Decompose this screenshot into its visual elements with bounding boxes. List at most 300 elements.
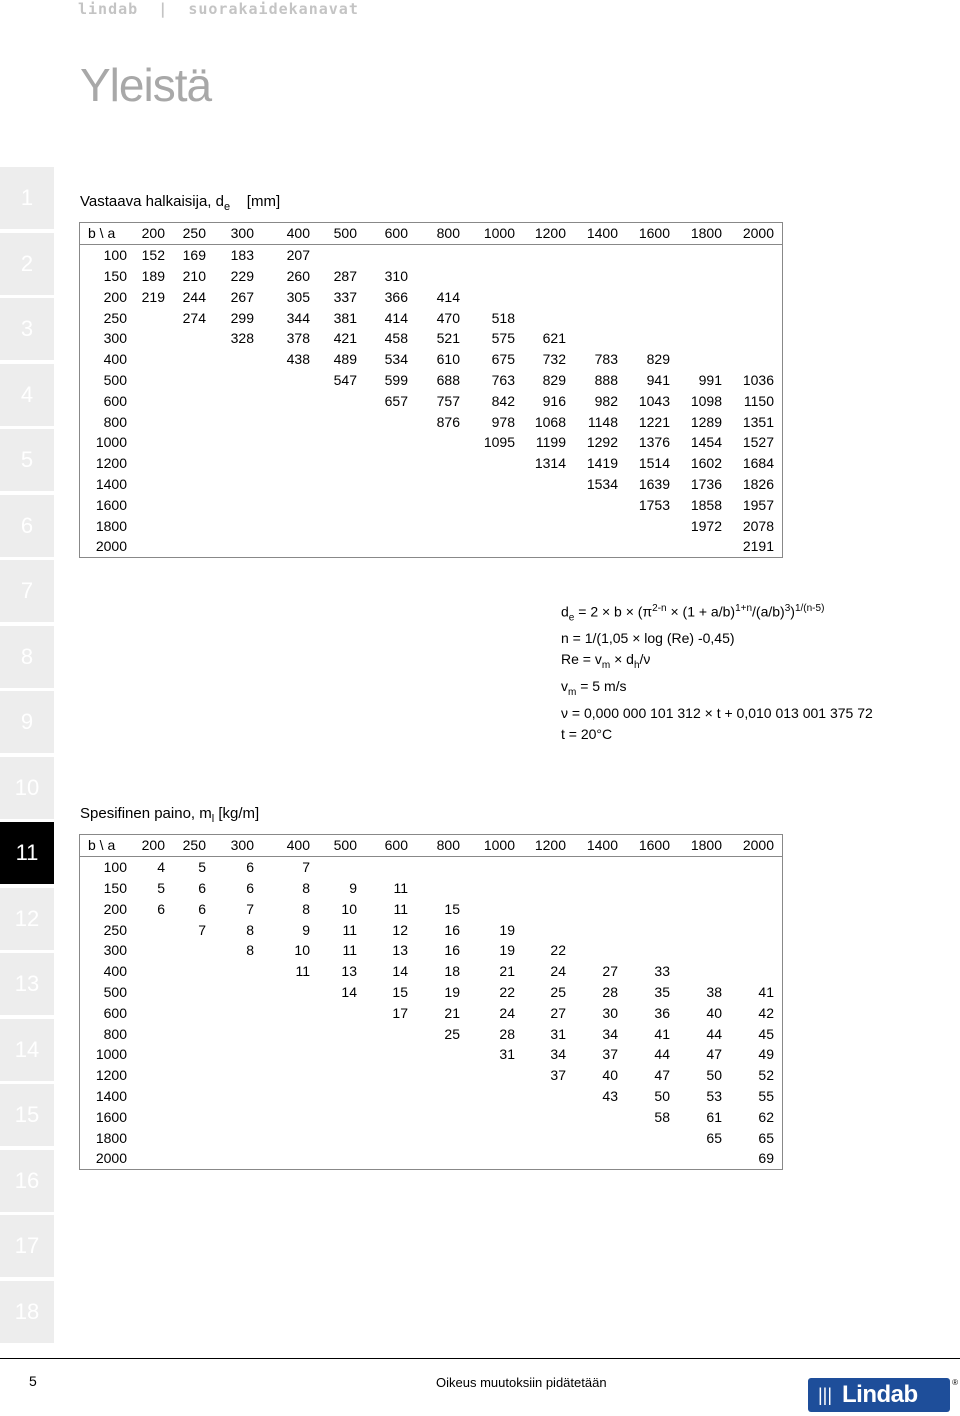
table-cell — [206, 1023, 254, 1044]
table-cell: 829 — [542, 371, 566, 388]
table-cell — [566, 515, 618, 536]
table-cell — [566, 898, 618, 919]
table-cell: 40 — [602, 1067, 618, 1084]
table-corner-label: b \ a — [80, 223, 128, 245]
table-cell — [310, 1148, 357, 1169]
table-cell — [515, 856, 566, 877]
table-cell: 21 — [499, 963, 515, 980]
table-cell — [165, 349, 206, 370]
table-cell — [460, 494, 515, 515]
row-header: 250 — [103, 921, 127, 938]
table-cell: 189 — [141, 267, 165, 284]
table-cell — [206, 390, 254, 411]
table-cell: 52 — [758, 1067, 774, 1084]
table-cell: 1753 — [638, 496, 670, 513]
page-title: Yleistä — [80, 59, 212, 111]
table-cell: 55 — [758, 1087, 774, 1104]
table-cell: 37 — [550, 1067, 566, 1084]
table-cell: 12 — [392, 921, 408, 938]
row-header: 1400 — [95, 475, 127, 492]
row-header: 1200 — [95, 1067, 127, 1084]
table-cell — [206, 1148, 254, 1169]
table-cell: 31 — [550, 1025, 566, 1042]
table-cell — [515, 307, 566, 328]
table-cell: 783 — [594, 351, 618, 368]
table-cell — [357, 515, 408, 536]
table-cell — [408, 432, 460, 453]
table-padding — [774, 1127, 783, 1148]
table-cell — [127, 1148, 165, 1169]
chapter-tab-3[interactable]: 3 — [0, 298, 54, 360]
table-cell: 534 — [384, 351, 408, 368]
table-cell: 38 — [706, 983, 722, 1000]
table-cell — [254, 515, 310, 536]
table-cell — [566, 266, 618, 287]
table-row — [80, 1002, 783, 1023]
table-padding — [774, 835, 783, 857]
table-cell — [460, 878, 515, 899]
column-header: 1600 — [618, 835, 670, 857]
table-cell — [254, 390, 310, 411]
table-cell — [254, 1065, 310, 1086]
table-row — [80, 515, 783, 536]
table-cell: 8 — [302, 900, 310, 917]
table-cell: 575 — [491, 330, 515, 347]
row-header: 300 — [103, 330, 127, 347]
table-cell — [408, 244, 460, 265]
table-cell — [722, 856, 774, 877]
table-cell: 1736 — [690, 475, 722, 492]
table-cell: 978 — [491, 413, 515, 430]
table-cell — [357, 1106, 408, 1127]
table-cell — [206, 411, 254, 432]
column-header: 1400 — [566, 835, 618, 857]
chapter-tab-10[interactable]: 10 — [0, 757, 54, 819]
table-cell — [515, 474, 566, 495]
table-cell: 1292 — [586, 434, 618, 451]
table-cell — [460, 1127, 515, 1148]
table-cell: 599 — [384, 371, 408, 388]
table-cell — [165, 432, 206, 453]
table-cell — [408, 474, 460, 495]
logo-registered-mark: ® — [952, 1378, 958, 1387]
table-cell — [254, 370, 310, 391]
table-cell: 11 — [393, 879, 408, 896]
table-cell — [254, 432, 310, 453]
table-cell: 11 — [342, 942, 357, 959]
table-cell — [310, 474, 357, 495]
chapter-tabs — [0, 167, 54, 1346]
table-padding — [774, 919, 783, 940]
table-cell: 22 — [550, 942, 566, 959]
formula-n: n = 1/(1,05 × log (Re) -0,45) — [561, 630, 735, 647]
row-header: 600 — [103, 1004, 127, 1021]
table-cell — [515, 878, 566, 899]
chapter-tab-1[interactable]: 1 — [0, 167, 54, 229]
table-cell — [357, 536, 408, 557]
table-cell — [310, 1044, 357, 1065]
chapter-tab-12[interactable]: 12 — [0, 888, 54, 950]
chapter-tab-13[interactable]: 13 — [0, 953, 54, 1015]
table-cell — [460, 474, 515, 495]
table-row — [80, 390, 783, 411]
table2-title: Spesifinen paino, $m_l$ [kg/m] — [80, 805, 260, 825]
table-cell — [670, 286, 722, 307]
table-cell — [165, 1127, 206, 1148]
row-header: 1800 — [95, 517, 127, 534]
table-cell: 378 — [286, 330, 310, 347]
table-cell — [254, 474, 310, 495]
table-cell: 152 — [141, 247, 165, 264]
table-cell: 1351 — [742, 413, 774, 430]
table-cell: 1858 — [690, 496, 722, 513]
table-padding — [774, 370, 783, 391]
lindab-logo — [808, 1378, 958, 1412]
header-section: suorakaidekanavat — [188, 0, 359, 18]
table-cell — [618, 1148, 670, 1169]
column-header: 250 — [165, 223, 206, 245]
table-cell: 1150 — [743, 392, 774, 409]
row-header: 2000 — [95, 538, 127, 555]
table-padding — [774, 1065, 783, 1086]
table-padding — [774, 432, 783, 453]
table-cell — [722, 898, 774, 919]
table-cell — [618, 266, 670, 287]
table-cell — [515, 286, 566, 307]
chapter-tab-16[interactable]: 16 — [0, 1150, 54, 1212]
table-cell: 13 — [341, 963, 357, 980]
table1-title: Vastaava halkaisija, $d_e$ [mm] — [80, 193, 281, 213]
table-cell — [165, 474, 206, 495]
table-cell — [408, 1044, 460, 1065]
table-padding — [774, 1002, 783, 1023]
table-cell: 50 — [654, 1087, 670, 1104]
table-cell — [165, 494, 206, 515]
table-cell — [310, 1065, 357, 1086]
chapter-tab-6[interactable]: 6 — [0, 495, 54, 557]
table-padding — [774, 390, 783, 411]
table-cell: 310 — [384, 267, 408, 284]
table-cell — [460, 536, 515, 557]
table-cell — [515, 919, 566, 940]
table-row — [80, 961, 783, 982]
table-cell — [206, 1044, 254, 1065]
table-cell: 28 — [499, 1025, 515, 1042]
table-cell: 299 — [230, 309, 254, 326]
table-cell — [310, 1002, 357, 1023]
table-cell — [127, 536, 165, 557]
table-cell — [310, 432, 357, 453]
diameter-table — [79, 222, 783, 558]
table-cell: 1314 — [534, 455, 566, 472]
table-cell — [618, 898, 670, 919]
table-cell — [408, 1148, 460, 1169]
table-padding — [774, 1023, 783, 1044]
column-header: 600 — [357, 835, 408, 857]
table-cell — [310, 494, 357, 515]
table-cell — [408, 266, 460, 287]
row-header: 1200 — [95, 455, 127, 472]
table-cell — [618, 307, 670, 328]
table-cell — [515, 1086, 566, 1107]
table-cell — [460, 898, 515, 919]
column-header: 1200 — [515, 835, 566, 857]
table-cell: 675 — [491, 351, 515, 368]
chapter-tab-17[interactable]: 17 — [0, 1215, 54, 1277]
table-cell: 305 — [286, 288, 310, 305]
chapter-tab-7[interactable]: 7 — [0, 560, 54, 622]
table-cell — [127, 370, 165, 391]
table-cell: 9 — [302, 921, 310, 938]
table-cell: 1454 — [690, 434, 722, 451]
table-cell: 47 — [654, 1067, 670, 1084]
table-cell: 1068 — [534, 413, 566, 430]
table-row — [80, 878, 783, 899]
table-row — [80, 1065, 783, 1086]
row-header: 150 — [103, 267, 127, 284]
table-cell: 22 — [499, 983, 515, 1000]
table-cell: 10 — [341, 900, 357, 917]
table-cell — [566, 1106, 618, 1127]
table-cell: 21 — [444, 1004, 460, 1021]
table-cell: 489 — [333, 351, 357, 368]
table-cell: 207 — [286, 247, 310, 264]
column-header: 200 — [127, 223, 165, 245]
table-cell: 1684 — [742, 455, 774, 472]
table-cell — [310, 1106, 357, 1127]
table-cell: 470 — [436, 309, 460, 326]
page-number: 5 — [29, 1373, 37, 1389]
column-header: 400 — [254, 835, 310, 857]
table-cell: 547 — [333, 371, 357, 388]
row-header: 500 — [103, 983, 127, 1000]
table-cell: 688 — [436, 371, 460, 388]
row-header: 1000 — [95, 434, 127, 451]
table-cell — [206, 453, 254, 474]
column-header: 200 — [127, 835, 165, 857]
table-cell: 1972 — [690, 517, 722, 534]
table-cell — [566, 307, 618, 328]
table-cell — [357, 244, 408, 265]
table-cell — [618, 328, 670, 349]
table-cell — [515, 515, 566, 536]
table-padding — [774, 1086, 783, 1107]
table-cell: 24 — [550, 963, 566, 980]
table-cell: 61 — [706, 1108, 722, 1125]
table-cell: 267 — [230, 288, 254, 305]
table-cell — [206, 432, 254, 453]
table-cell — [206, 1106, 254, 1127]
table-cell — [515, 1148, 566, 1169]
column-header: 1000 — [460, 835, 515, 857]
table-row — [80, 411, 783, 432]
chapter-tab-4[interactable]: 4 — [0, 364, 54, 426]
table-cell: 15 — [444, 900, 460, 917]
table-cell — [206, 1002, 254, 1023]
table-cell — [408, 453, 460, 474]
table-cell — [165, 1148, 206, 1169]
row-header: 1800 — [95, 1129, 127, 1146]
table-cell: 7 — [246, 900, 254, 917]
table-cell — [254, 1086, 310, 1107]
chapter-tab-14[interactable]: 14 — [0, 1019, 54, 1081]
table-cell: 344 — [286, 309, 310, 326]
table-cell — [310, 1086, 357, 1107]
table-cell: 10 — [294, 942, 310, 959]
table-cell: 6 — [246, 859, 254, 876]
footer-notice: Oikeus muutoksiin pidätetään — [436, 1375, 607, 1390]
table-cell — [566, 494, 618, 515]
table-cell — [670, 244, 722, 265]
table-cell — [310, 411, 357, 432]
table-cell — [618, 244, 670, 265]
table-cell: 328 — [230, 330, 254, 347]
table-cell — [165, 1044, 206, 1065]
chapter-tab-8[interactable]: 8 — [0, 626, 54, 688]
table-padding — [774, 244, 783, 265]
table-cell: 17 — [392, 1004, 408, 1021]
table-cell — [165, 515, 206, 536]
table-cell: 28 — [602, 983, 618, 1000]
table-cell — [254, 1127, 310, 1148]
footer-divider — [0, 1358, 960, 1359]
table-cell: 876 — [436, 413, 460, 430]
table-cell — [618, 286, 670, 307]
row-header: 400 — [103, 963, 127, 980]
table-cell — [254, 1002, 310, 1023]
table-cell — [254, 1044, 310, 1065]
table-cell: 1148 — [587, 413, 618, 430]
table-cell: 1419 — [586, 455, 618, 472]
table-cell: 11 — [393, 900, 408, 917]
table-cell — [670, 307, 722, 328]
table-cell: 1527 — [742, 434, 774, 451]
table-cell — [310, 244, 357, 265]
table-cell — [357, 453, 408, 474]
table-padding — [774, 286, 783, 307]
table-cell — [357, 1086, 408, 1107]
column-header: 1800 — [670, 223, 722, 245]
table-cell: 25 — [444, 1025, 460, 1042]
table-cell — [722, 961, 774, 982]
lindab-logo-text: Lindab — [842, 1381, 918, 1408]
row-header: 800 — [103, 1025, 127, 1042]
table-cell — [206, 1086, 254, 1107]
table-cell — [566, 1127, 618, 1148]
table-cell — [670, 878, 722, 899]
formula-vm: $v_m = 5$ m/s — [561, 678, 627, 699]
row-header: 150 — [103, 879, 127, 896]
table-cell: 337 — [333, 288, 357, 305]
row-header: 2000 — [95, 1150, 127, 1167]
table-cell — [127, 515, 165, 536]
table-cell — [254, 494, 310, 515]
table-cell — [566, 919, 618, 940]
chapter-tab-9[interactable]: 9 — [0, 691, 54, 753]
table-cell: 842 — [491, 392, 515, 409]
column-header: 800 — [408, 835, 460, 857]
table-row — [80, 328, 783, 349]
table-cell — [357, 411, 408, 432]
table-cell — [408, 515, 460, 536]
table-cell: 518 — [491, 309, 515, 326]
row-header: 200 — [103, 900, 127, 917]
table-cell — [127, 1086, 165, 1107]
table-cell — [515, 1106, 566, 1127]
column-header: 1200 — [515, 223, 566, 245]
table-cell: 1534 — [586, 475, 618, 492]
table-cell: 62 — [758, 1108, 774, 1125]
table-cell: 210 — [182, 267, 206, 284]
chapter-tab-11[interactable]: 11 — [0, 822, 54, 884]
chapter-tab-15[interactable]: 15 — [0, 1084, 54, 1146]
table-cell — [127, 1023, 165, 1044]
column-header: 400 — [254, 223, 310, 245]
table-cell — [165, 453, 206, 474]
row-header: 600 — [103, 392, 127, 409]
header-separator: | — [158, 0, 169, 18]
table-cell — [670, 536, 722, 557]
table-cell — [357, 1044, 408, 1065]
table-cell — [165, 411, 206, 432]
table-padding — [774, 1044, 783, 1065]
table-cell — [566, 878, 618, 899]
chapter-tab-18[interactable]: 18 — [0, 1281, 54, 1343]
table-cell — [165, 328, 206, 349]
table-cell — [722, 919, 774, 940]
table-cell — [165, 536, 206, 557]
table-cell: 65 — [758, 1129, 774, 1146]
table-cell: 50 — [706, 1067, 722, 1084]
table-cell — [127, 453, 165, 474]
table-cell: 1602 — [690, 455, 722, 472]
table-cell: 763 — [491, 371, 515, 388]
table-cell: 1826 — [742, 475, 774, 492]
table-cell: 44 — [654, 1046, 670, 1063]
table-row — [80, 898, 783, 919]
table-cell — [165, 1065, 206, 1086]
table-cell — [357, 1148, 408, 1169]
table-cell: 657 — [384, 392, 408, 409]
table-row — [80, 453, 783, 474]
table-padding — [774, 411, 783, 432]
column-header: 800 — [408, 223, 460, 245]
chapter-tab-2[interactable]: 2 — [0, 233, 54, 295]
table-cell: 11 — [295, 963, 310, 980]
column-header: 2000 — [722, 223, 774, 245]
table-cell — [566, 244, 618, 265]
table-cell: 1221 — [638, 413, 670, 430]
table-row — [80, 349, 783, 370]
table-cell: 34 — [550, 1046, 566, 1063]
table-cell: 1199 — [535, 434, 566, 451]
table-cell — [165, 1023, 206, 1044]
row-header: 800 — [103, 413, 127, 430]
table-cell: 14 — [341, 983, 357, 1000]
table-cell — [357, 1127, 408, 1148]
table-cell: 8 — [246, 942, 254, 959]
table-cell — [408, 494, 460, 515]
table-cell — [722, 328, 774, 349]
table-cell — [127, 961, 165, 982]
table-row — [80, 1023, 783, 1044]
table-cell: 366 — [384, 288, 408, 305]
chapter-tab-5[interactable]: 5 — [0, 429, 54, 491]
column-header: 1400 — [566, 223, 618, 245]
table-cell — [127, 411, 165, 432]
table-cell: 65 — [706, 1129, 722, 1146]
table-row — [80, 432, 783, 453]
